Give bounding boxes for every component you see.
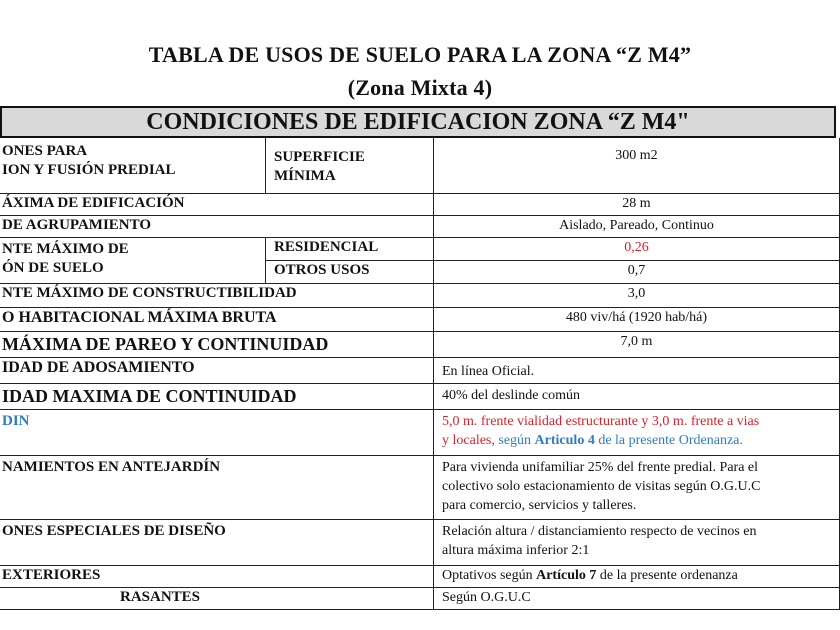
row-densidad-label: O HABITACIONAL MÁXIMA BRUTA <box>0 308 434 332</box>
row-antejardin-value <box>434 410 840 456</box>
row-pareo-value: 7,0 m <box>434 332 840 358</box>
row-altura-value: 28 m <box>434 194 840 216</box>
value-fragment: de la presente Ordenanza. <box>594 433 743 448</box>
row-ocupacion-label <box>0 238 266 284</box>
row-rasantes-value: Según O.G.U.C <box>434 588 840 610</box>
row-constructibilidad-value: 3,0 <box>434 284 840 308</box>
value-line: colectivo solo estacionamiento de visitas según O.G.U.C <box>442 479 761 494</box>
row-constructibilidad-label: NTE MÁXIMO DE CONSTRUCTIBILIDAD <box>0 284 434 308</box>
label-line: ION Y FUSIÓN PREDIAL <box>2 162 176 178</box>
row-agrupamiento-label: DE AGRUPAMIENTO <box>0 216 434 238</box>
row-subdivision-label <box>0 138 266 194</box>
value-fragment: Optativos según <box>442 568 537 583</box>
row-adosamiento-value: En línea Oficial. <box>434 358 840 384</box>
article-reference: Artículo 7 <box>536 568 597 583</box>
row-continuidad-value: 40% del deslinde común <box>434 384 840 410</box>
row-exteriores-value <box>434 566 840 588</box>
row-continuidad-label: IDAD MAXIMA DE CONTINUIDAD <box>0 384 434 410</box>
row-antejardin-label: DIN <box>0 410 434 456</box>
value-line: para comercio, servicios y talleres. <box>442 498 637 513</box>
row-ocupacion-residencial-value: 0,26 <box>434 238 840 261</box>
row-subdivision-value: 300 m2 <box>434 138 840 194</box>
document-title: TABLA DE USOS DE SUELO PARA LA ZONA “Z M4” <box>148 42 692 67</box>
row-ocupacion-otros-value: 0,7 <box>434 261 840 284</box>
row-adosamiento-label: IDAD DE ADOSAMIENTO <box>0 358 434 384</box>
value-line: Para vivienda unifamiliar 25% del frente predial. Para el <box>442 460 759 475</box>
row-estacionamientos-label: NAMIENTOS EN ANTEJARDÍN <box>0 456 434 520</box>
label-line: NTE MÁXIMO DE <box>2 241 129 257</box>
row-densidad-value: 480 viv/há (1920 hab/há) <box>434 308 840 332</box>
row-especiales-label: ONES ESPECIALES DE DISEÑO <box>0 520 434 566</box>
label-line: ONES PARA <box>2 143 88 159</box>
row-ocupacion-otros-label: OTROS USOS <box>266 261 434 284</box>
document-subtitle: (Zona Mixta 4) <box>347 75 493 100</box>
label-line: ÓN DE SUELO <box>2 260 104 276</box>
row-rasantes-label: RASANTES <box>0 588 434 610</box>
row-ocupacion-residencial-label: RESIDENCIAL <box>266 238 434 261</box>
value-line <box>442 431 839 450</box>
value-fragment: según <box>494 433 535 448</box>
value-line: altura máxima inferior 2:1 <box>442 543 590 558</box>
row-exteriores-label: EXTERIORES <box>0 566 434 588</box>
sublabel-line: MÍNIMA <box>274 168 336 184</box>
row-pareo-label: MÁXIMA DE PAREO Y CONTINUIDAD <box>0 332 434 358</box>
value-fragment: y locales, <box>442 433 495 448</box>
section-header: CONDICIONES DE EDIFICACION ZONA “Z M4" <box>0 106 836 138</box>
sublabel-line: SUPERFICIE <box>274 149 365 165</box>
row-altura-label: ÁXIMA DE EDIFICACIÓN <box>0 194 434 216</box>
value-line: 5,0 m. frente vialidad estructurante y 3,0 m. frente a vias <box>442 414 760 429</box>
value-line: Relación altura / distanciamiento respecto de vecinos en <box>442 524 757 539</box>
row-especiales-value <box>434 520 840 566</box>
row-subdivision-sublabel <box>266 138 434 194</box>
row-agrupamiento-value: Aislado, Pareado, Continuo <box>434 216 840 238</box>
article-reference: Articulo 4 <box>534 433 595 448</box>
row-estacionamientos-value <box>434 456 840 520</box>
value-fragment: de la presente ordenanza <box>596 568 738 583</box>
